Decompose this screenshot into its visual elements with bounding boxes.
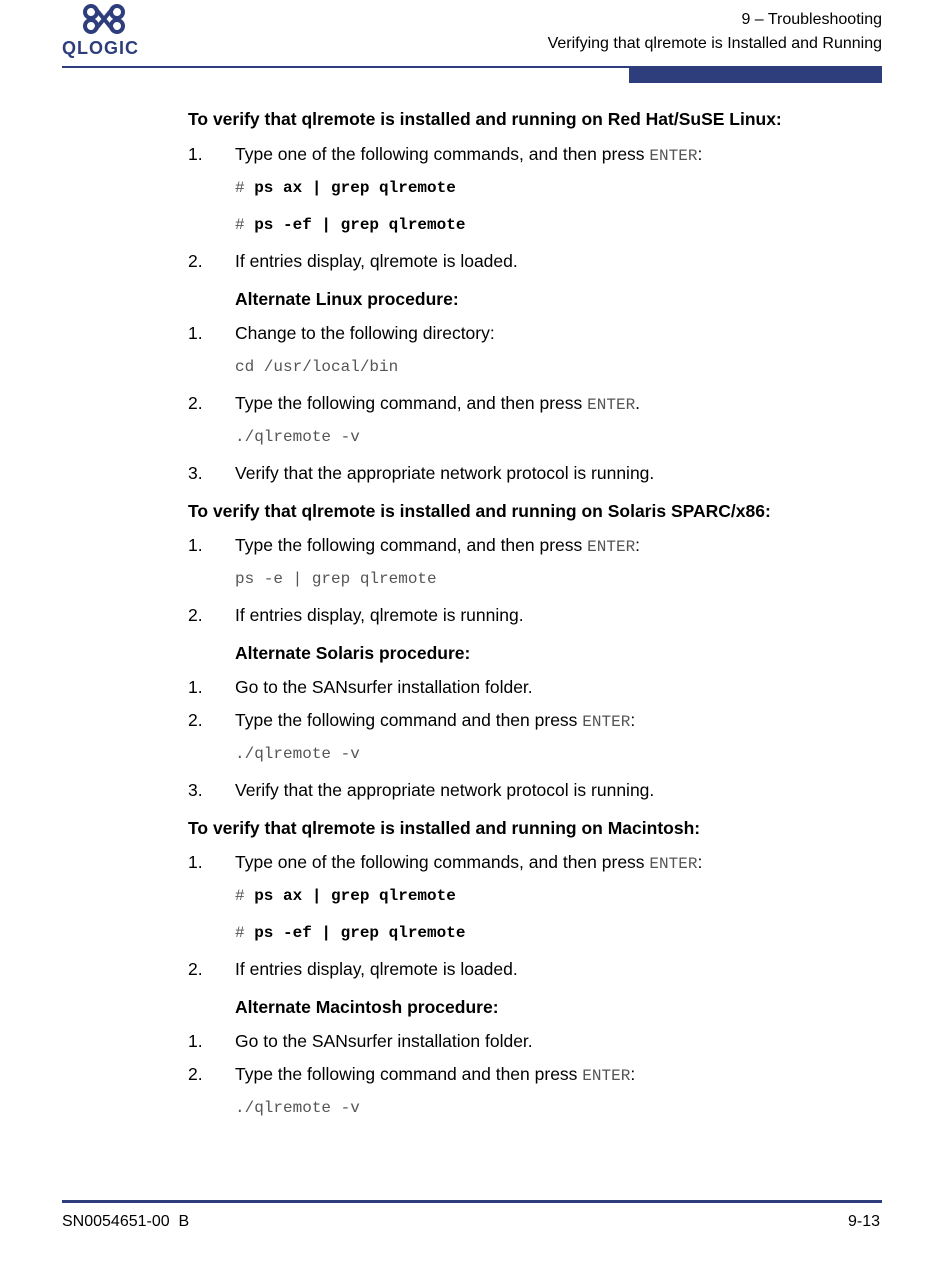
mac-alt-step2 [235, 1064, 635, 1085]
enter-key: ENTER [649, 855, 698, 873]
enter-key: ENTER [587, 396, 636, 414]
step-punct: : [630, 1064, 636, 1084]
step-punct: : [635, 535, 641, 555]
mac-heading: To verify that qlremote is installed and running on Macintosh: [188, 818, 701, 838]
chapter-title: 9 – Troubleshooting [741, 11, 882, 28]
solaris-alt-step1-number: 1. [188, 677, 203, 697]
step-text: Type the following command and then press [235, 1064, 583, 1084]
step-punct: : [697, 144, 703, 164]
solaris-alt-heading: Alternate Solaris procedure: [235, 643, 471, 663]
mac-command-1 [235, 887, 456, 905]
command-text: ps ax | grep qlremote [254, 887, 456, 905]
solaris-alt-step2 [235, 710, 635, 731]
section-title: Verifying that qlremote is Installed and Running [547, 35, 882, 52]
solaris-heading: To verify that qlremote is installed and running on Solaris SPARC/x86: [188, 501, 771, 521]
linux-alt-step2-number: 2. [188, 393, 203, 413]
mac-step1-number: 1. [188, 852, 203, 872]
header-accent-bar [629, 68, 882, 83]
logo-text: QLOGIC [62, 38, 139, 58]
command-text: ps -ef | grep qlremote [254, 924, 466, 942]
solaris-alt-step2-number: 2. [188, 710, 203, 730]
qlogic-logo [62, 4, 152, 58]
step-punct: : [697, 852, 703, 872]
step-text: Type one of the following commands, and then press [235, 144, 650, 164]
document-number: SN0054651-00 B [62, 1213, 190, 1230]
linux-alt-heading: Alternate Linux procedure: [235, 289, 459, 309]
step-text: Type one of the following commands, and then press [235, 852, 650, 872]
mac-alt-step1-number: 1. [188, 1031, 203, 1051]
page-number: 9-13 [847, 1213, 880, 1230]
command-text: ps ax | grep qlremote [254, 179, 456, 197]
prompt: # [235, 924, 255, 942]
command-text: ps -ef | grep qlremote [254, 216, 466, 234]
prompt: # [235, 887, 255, 905]
solaris-alt-step3-number: 3. [188, 780, 203, 800]
linux-alt-command-1: cd /usr/local/bin [235, 358, 399, 376]
solaris-command-1: ps -e | grep qlremote [235, 570, 437, 588]
solaris-alt-command-1: ./qlremote -v [235, 745, 360, 763]
running-header [548, 8, 882, 56]
step-punct: . [635, 393, 641, 413]
prompt: # [235, 179, 255, 197]
mac-step1 [235, 852, 702, 873]
prompt: # [235, 216, 255, 234]
linux-command-2 [235, 216, 465, 234]
linux-alt-step1: Change to the following directory: [235, 323, 495, 343]
linux-alt-step3: Verify that the appropriate network protocol is running. [235, 463, 655, 483]
solaris-alt-step3: Verify that the appropriate network protocol is running. [235, 780, 655, 800]
mac-command-2 [235, 924, 465, 942]
mac-alt-heading: Alternate Macintosh procedure: [235, 997, 499, 1017]
enter-key: ENTER [587, 538, 636, 556]
linux-alt-command-2: ./qlremote -v [235, 428, 360, 446]
linux-step1 [235, 144, 702, 165]
mac-alt-step2-number: 2. [188, 1064, 203, 1084]
linux-alt-step3-number: 3. [188, 463, 203, 483]
mac-alt-command-1: ./qlremote -v [235, 1099, 360, 1117]
step-text: Type the following command, and then press [235, 535, 588, 555]
linux-step1-number: 1. [188, 144, 203, 164]
linux-alt-step1-number: 1. [188, 323, 203, 343]
solaris-step2-number: 2. [188, 605, 203, 625]
linux-step2: If entries display, qlremote is loaded. [235, 251, 518, 271]
footer-rule [62, 1200, 882, 1203]
step-text: Type the following command and then press [235, 710, 583, 730]
step-text: Type the following command, and then press [235, 393, 588, 413]
solaris-step2: If entries display, qlremote is running. [235, 605, 524, 625]
solaris-step1 [235, 535, 640, 556]
linux-command-1 [235, 179, 456, 197]
step-punct: : [630, 710, 636, 730]
qlogic-logo-icon [82, 4, 126, 34]
mac-step2: If entries display, qlremote is loaded. [235, 959, 518, 979]
linux-step2-number: 2. [188, 251, 203, 271]
enter-key: ENTER [582, 1067, 631, 1085]
enter-key: ENTER [649, 147, 698, 165]
linux-heading: To verify that qlremote is installed and running on Red Hat/SuSE Linux: [188, 109, 782, 129]
mac-alt-step1: Go to the SANsurfer installation folder. [235, 1031, 533, 1051]
solaris-alt-step1: Go to the SANsurfer installation folder. [235, 677, 533, 697]
mac-step2-number: 2. [188, 959, 203, 979]
enter-key: ENTER [582, 713, 631, 731]
solaris-step1-number: 1. [188, 535, 203, 555]
linux-alt-step2 [235, 393, 640, 414]
